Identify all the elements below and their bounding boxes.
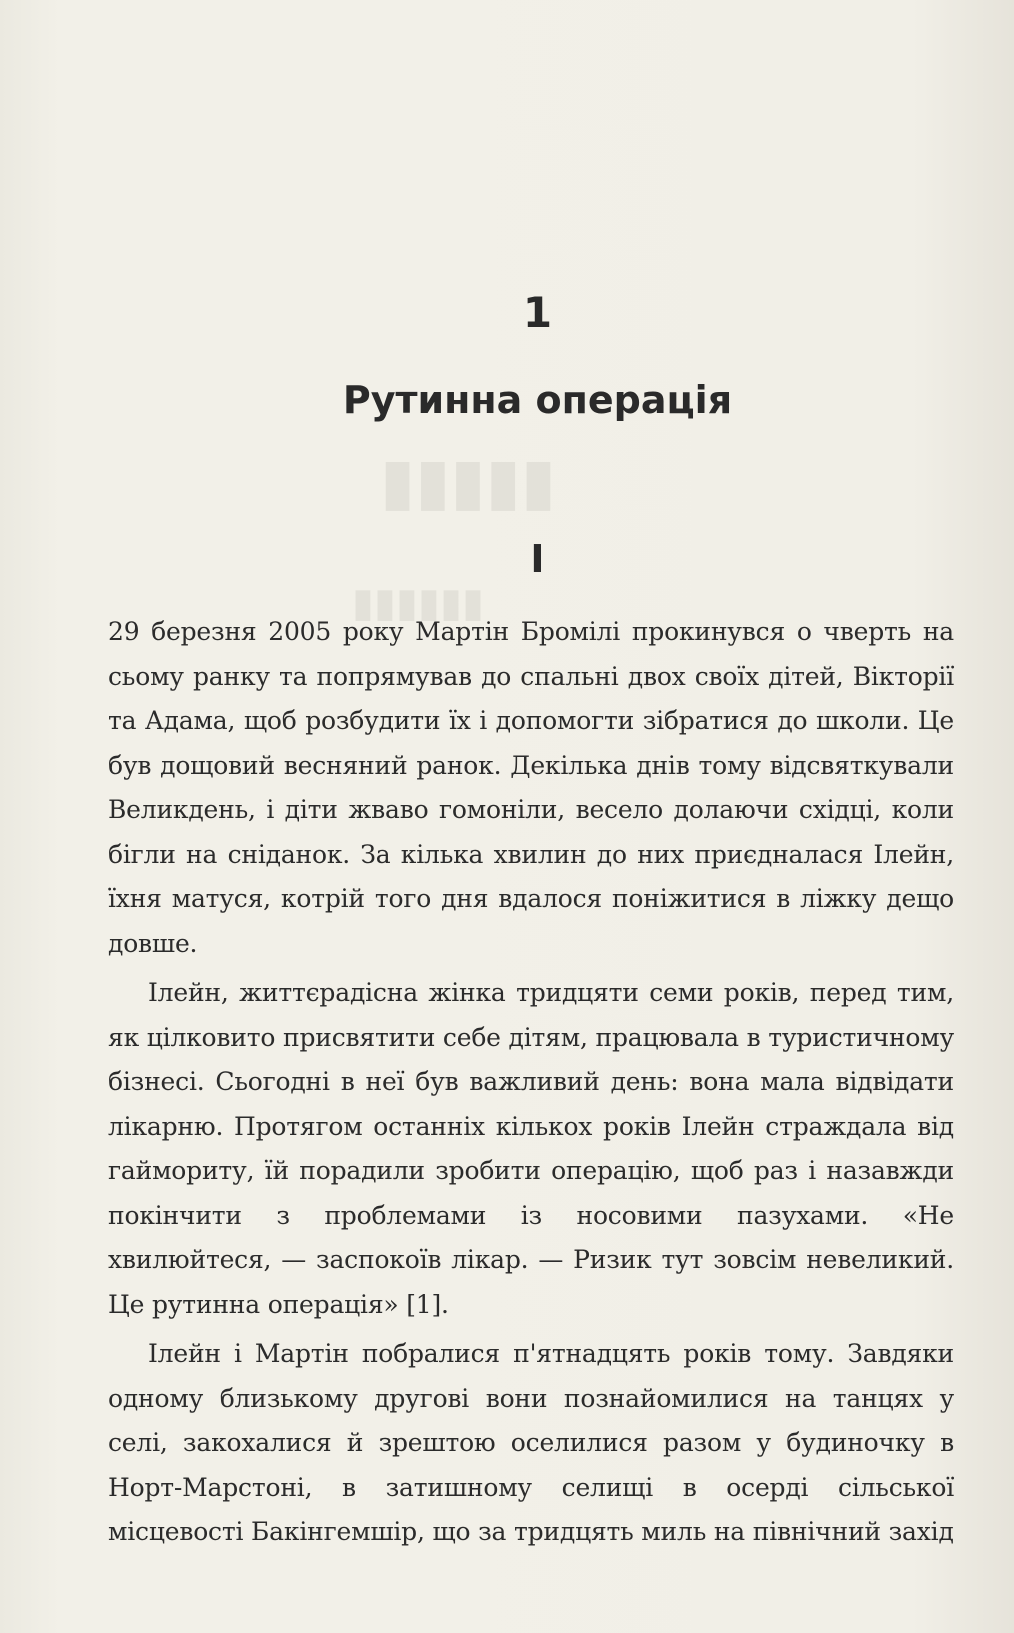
show-through-text: ▮▮▮▮▮ bbox=[380, 445, 557, 519]
paragraph: Ілейн і Мартін побралися п'ятнадцять років тому. Завдяки одному близькому другові вони познайомилися на танцях у селі, закохалися й зрештою оселилися разом у будиночку в Норт-Марстоні, в затишному селищі в осерді сільської місцевості Бакінгемшір, що за тридцять миль на північний захід bbox=[108, 1339, 954, 1546]
show-through-text: ▮▮▮▮▮▮ bbox=[352, 580, 485, 626]
chapter-title: Рутинна операція bbox=[342, 378, 733, 422]
paragraph: 29 березня 2005 року Мартін Бромілі прокинувся о чверть на сьому ранку та попрямував до спальні двох своїх дітей, Вікторії та Адама, щоб розбудити їх і допомогти зібратися до школи. Це був дощовий весняний ранок. Декілька днів тому відсвяткували Великдень, і діти жваво гомоніли, весело долаючи східці, коли бігли на сніданок. За кілька хвилин до них приєдналася Ілейн, їхня матуся, котрій того дня вдалося поніжитися в ліжку дещо довше. bbox=[108, 617, 954, 958]
body-text bbox=[108, 610, 954, 1560]
section-number: І bbox=[530, 537, 545, 581]
paragraph: Ілейн, життєрадісна жінка тридцяти семи років, перед тим, як цілковито присвятити себе дітям, працювала в туристичному бізнесі. Сьогодні в неї був важливий день: вона мала відвідати лікарню. Протягом останніх кількох років Ілейн страждала від гаймориту, їй порадили зробити операцію, щоб раз і назавжди покінчити з проблемами із носовими пазухами. «Не хвилюйтеся, — заспокоїв лікар. — Ризик тут зовсім невеликий. Це рутинна операція» [1]. bbox=[108, 978, 954, 1319]
chapter-number: 1 bbox=[522, 288, 553, 337]
